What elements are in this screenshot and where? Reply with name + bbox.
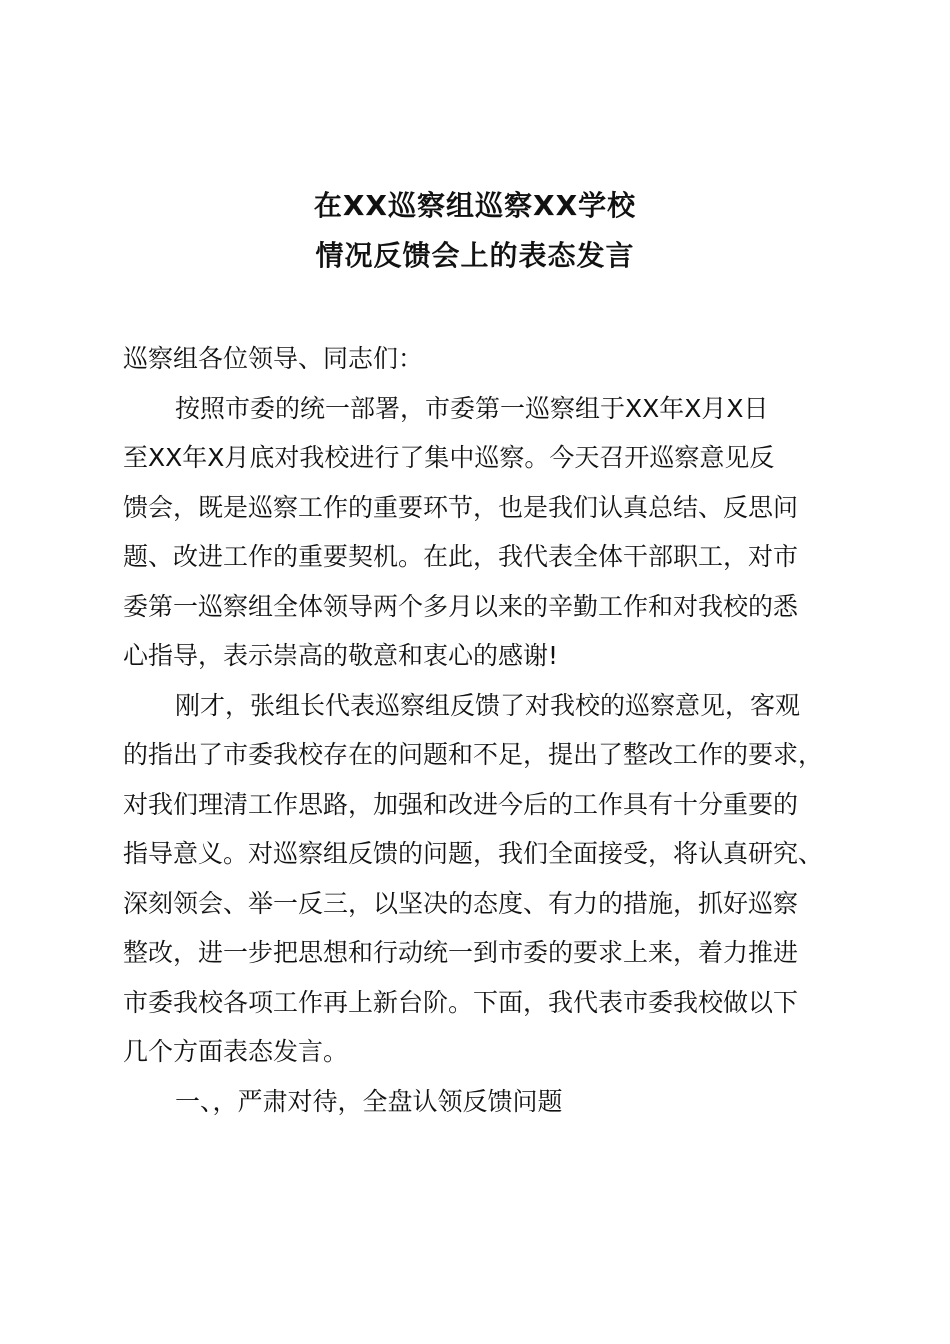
- paragraph-line: 对我们理清工作思路，加强和改进今后的工作具有十分重要的: [123, 789, 799, 819]
- paragraph-line: 题、改进工作的重要契机。在此，我代表全体干部职工，对市: [123, 542, 799, 571]
- paragraph-line: 指导意义。对巡察组反馈的问题，我们全面接受，将认真研究、: [123, 839, 824, 868]
- paragraph-line: 馈会，既是巡察工作的重要环节，也是我们认真总结、反思问: [123, 492, 799, 522]
- paragraph-line: 心指导，表示崇高的敬意和衷心的感谢!: [123, 641, 559, 670]
- paragraph-line: 几个方面表态发言。: [123, 1037, 349, 1066]
- paragraph-line: 整改，进一步把思想和行动统一到市委的要求上来，着力推进: [123, 938, 799, 967]
- salutation: 巡察组各位领导、同志们：: [123, 344, 424, 373]
- paragraph-2: [123, 681, 863, 1077]
- paragraph-1: [123, 384, 863, 681]
- paragraph-line: 至XX年X月底对我校进行了集中巡察。今天召开巡察意见反: [123, 443, 775, 472]
- section-heading: 一、，严肃对待，全盘认领反馈问题: [175, 1086, 563, 1116]
- document-body: [123, 334, 863, 1126]
- paragraph-line: 刚才，张组长代表巡察组反馈了对我校的巡察意见，客观: [175, 690, 801, 720]
- document-title-line-2: 情况反馈会上的表态发言: [315, 239, 635, 272]
- paragraph-line: 按照市委的统一部署，市委第一巡察组于XX年X月X日: [175, 393, 769, 423]
- document-title-line-1: 在XX巡察组巡察XX学校: [313, 189, 637, 222]
- paragraph-line: 委第一巡察组全体领导两个多月以来的辛勤工作和对我校的悉: [123, 591, 799, 621]
- paragraph-line: 市委我校各项工作再上新台阶。下面，我代表市委我校做以下: [123, 987, 799, 1017]
- paragraph-line: 的指出了市委我校存在的问题和不足，提出了整改工作的要求，: [123, 740, 824, 769]
- paragraph-line: 深刻领会、举一反三，以坚决的态度、有力的措施，抓好巡察: [123, 888, 799, 918]
